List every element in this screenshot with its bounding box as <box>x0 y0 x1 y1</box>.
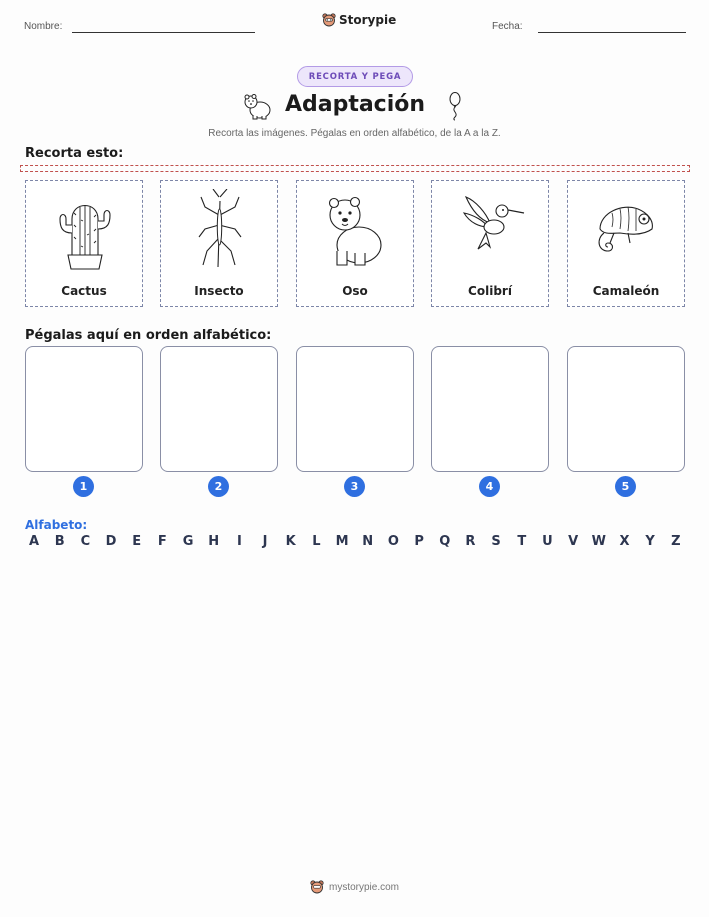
alphabet-letter: J <box>262 534 268 549</box>
alphabet-letter: A <box>28 534 40 549</box>
paste-section-label: Pégalas aquí en orden alfabético: <box>25 328 272 343</box>
date-field[interactable] <box>538 32 686 33</box>
alphabet-letter: W <box>591 534 606 549</box>
alphabet-letter: I <box>236 534 242 549</box>
paste-slot-2[interactable] <box>160 346 278 472</box>
slot-number: 3 <box>344 476 365 497</box>
name-label: Nombre: <box>24 21 63 32</box>
alphabet-letter: X <box>619 534 630 549</box>
brand-logo <box>322 13 396 27</box>
alphabet-letter: N <box>362 534 374 549</box>
alphabet-letter: O <box>387 534 399 549</box>
card-label: Colibrí <box>468 284 512 298</box>
date-label: Fecha: <box>492 21 523 32</box>
bear-logo-icon <box>310 880 324 894</box>
alphabet-letter: R <box>465 534 476 549</box>
slot-number: 2 <box>208 476 229 497</box>
alphabet-letter: D <box>105 534 117 549</box>
cut-card-cactus[interactable] <box>25 180 143 307</box>
card-label: Camaleón <box>592 284 660 298</box>
card-label: Insecto <box>194 284 244 298</box>
footer <box>0 880 709 894</box>
cut-card-insecto[interactable] <box>160 180 278 307</box>
paste-slot-4[interactable] <box>431 346 549 472</box>
alphabet-letter: T <box>517 534 527 549</box>
hummingbird-icon <box>456 189 526 279</box>
cut-section-label: Recorta esto: <box>25 146 124 161</box>
paste-slot-5[interactable] <box>567 346 685 472</box>
alphabet-letter: G <box>182 534 194 549</box>
instructions: Recorta las imágenes. Pégalas en orden alfabético, de la A a la Z. <box>208 128 501 139</box>
bear-logo-icon <box>322 13 336 27</box>
alphabet-label: Alfabeto: <box>25 518 88 532</box>
slot-number: 5 <box>615 476 636 497</box>
alphabet-letter: C <box>80 534 91 549</box>
alphabet-letter: V <box>568 534 579 549</box>
page-title: Adaptación <box>284 92 426 117</box>
polar-bear-icon <box>321 189 391 279</box>
cut-card-camaleon[interactable] <box>567 180 685 307</box>
alphabet-letter: U <box>542 534 553 549</box>
stick-insect-icon <box>185 189 255 279</box>
paste-slot-1[interactable] <box>25 346 143 472</box>
card-label: Cactus <box>61 284 107 298</box>
alphabet-row <box>25 534 685 549</box>
alphabet-letter: Q <box>439 534 451 549</box>
name-field[interactable] <box>72 32 255 33</box>
brand-name: Storypie <box>339 13 397 27</box>
cactus-icon <box>50 189 120 279</box>
footer-url[interactable]: mystorypie.com <box>328 881 399 893</box>
alphabet-letter: F <box>157 534 167 549</box>
paste-slot-3[interactable] <box>296 346 414 472</box>
alphabet-letter: Y <box>645 534 655 549</box>
alphabet-letter: B <box>54 534 65 549</box>
card-label: Oso <box>342 284 368 298</box>
balloon-icon <box>446 91 464 121</box>
activity-badge: RECORTA Y PEGA <box>297 66 413 87</box>
alphabet-letter: S <box>491 534 501 549</box>
alphabet-letter: K <box>285 534 296 549</box>
alphabet-letter: L <box>312 534 321 549</box>
chameleon-icon <box>592 189 662 279</box>
alphabet-letter: P <box>414 534 424 549</box>
cut-card-colibri[interactable] <box>431 180 549 307</box>
alphabet-letter: E <box>132 534 142 549</box>
cut-line <box>20 165 690 172</box>
cut-card-oso[interactable] <box>296 180 414 307</box>
slot-number: 1 <box>73 476 94 497</box>
slot-number: 4 <box>479 476 500 497</box>
alphabet-letter: Z <box>671 534 681 549</box>
alphabet-letter: H <box>208 534 220 549</box>
alphabet-letter: M <box>335 534 349 549</box>
